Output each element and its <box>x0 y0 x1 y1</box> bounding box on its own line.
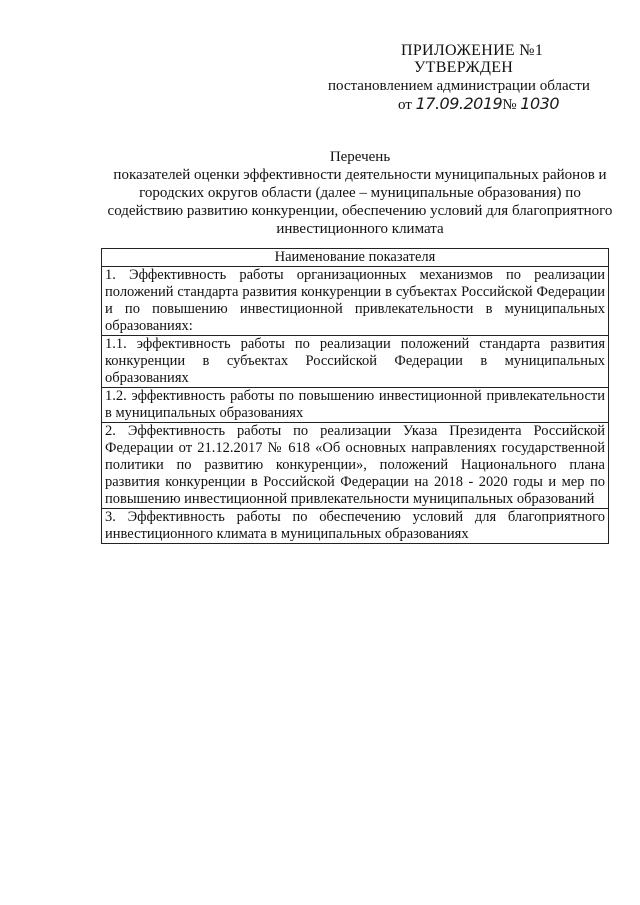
indicator-cell: 3. Эффективность работы по обеспечению условий для благоприятного инвестиционного климата в муниципальных образованиях <box>102 509 609 544</box>
document-title: Перечень <box>329 149 391 165</box>
approved-label: УТВЕРЖДЕН <box>414 59 514 76</box>
table-header-row <box>102 249 609 267</box>
indicator-cell: 1.1. эффективность работы по реализации положений стандарта развития конкуренции в субъектах Российской Федерации в муниципальных образованиях <box>102 336 609 388</box>
indicator-cell: 1.2. эффективность работы по повышению инвестиционной привлекательности в муниципальных образованиях <box>102 388 609 423</box>
indicator-cell: 2. Эффективность работы по реализации Указа Президента Российской Федерации от 21.12.2017 № 618 «Об основных направлениях государственной политики по развитию конкуренции», положений Национального плана развития конкуренции в Российской Федерации на 2018 - 2020 годы и мер по повышению инвестиционной привлекательности муниципальных образований <box>102 423 609 509</box>
date-prefix: от <box>398 97 412 113</box>
column-header: Наименование показателя <box>102 249 609 267</box>
decree-authority: постановлением администрации области <box>328 78 590 94</box>
handwritten-date: 17.09.2019 <box>415 94 503 113</box>
table-row <box>102 509 609 544</box>
table-row <box>102 423 609 509</box>
handwritten-number: 1030 <box>520 94 559 113</box>
appendix-label: ПРИЛОЖЕНИЕ №1 <box>401 42 544 59</box>
table-row <box>102 267 609 336</box>
document-subtitle: показателей оценки эффективности деятельности муниципальных районов и городских округов области (далее – муниципальные образования) по содействию развитию конкуренции, обеспечению условий для благоприятного инвестиционного климата <box>107 167 613 237</box>
table-row <box>102 336 609 388</box>
table-row <box>102 388 609 423</box>
indicators-table <box>101 248 609 544</box>
number-sign: № <box>502 97 517 113</box>
decree-date-line <box>398 94 559 114</box>
indicator-cell: 1. Эффективность работы организационных механизмов по реализации положений стандарта развития конкуренции в субъектах Российской Федерации и по повышению инвестиционной привлекательности в муниципальных образованиях: <box>102 267 609 336</box>
